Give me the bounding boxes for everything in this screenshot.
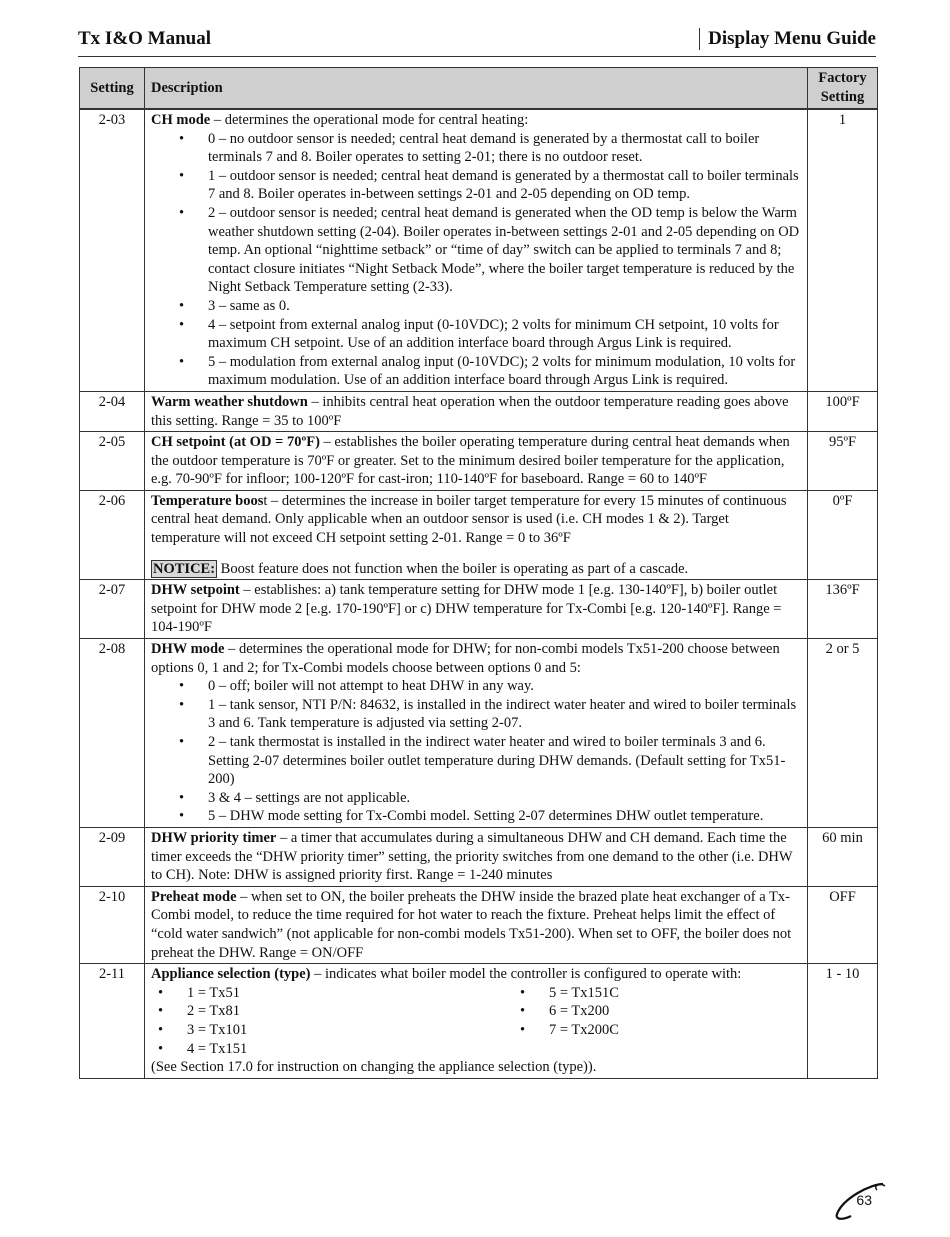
list-item: • 4 = Tx151	[187, 1040, 457, 1059]
list-item: • 3 = Tx101	[187, 1021, 457, 1040]
setting-description	[145, 827, 808, 886]
setting-title: DHW setpoint	[151, 582, 240, 599]
table-row	[80, 827, 878, 886]
table-header-row	[80, 68, 878, 110]
setting-description	[145, 580, 808, 639]
list-item: • 1 – outdoor sensor is needed; central heat demand is generated by a thermostat call to boiler terminals 7 and 8. Boiler operates in-between settings 2-01 and 2-05 depending on OD temp.	[208, 167, 801, 204]
list-item: • 3 – same as 0.	[208, 297, 801, 316]
setting-title: Temperature boos	[151, 492, 264, 509]
factory-setting: 2 or 5	[808, 639, 878, 828]
table-row	[80, 109, 878, 391]
list-item: • 4 – setpoint from external analog input (0-10VDC); 2 volts for minimum CH setpoint, 10 volts for maximum CH setpoint. Use of an addition interface board through Argus Link is required.	[208, 316, 801, 353]
setting-code: 2-11	[80, 964, 145, 1079]
list-item: • 0 – off; boiler will not attempt to heat DHW in any way.	[208, 677, 801, 696]
factory-setting: 100ºF	[808, 391, 878, 431]
setting-title: CH mode	[151, 112, 211, 128]
header-factory-line2: Setting	[820, 89, 865, 105]
table-row	[80, 391, 878, 431]
table-row	[80, 580, 878, 639]
setting-code: 2-03	[80, 109, 145, 391]
setting-title: Preheat mode	[151, 888, 237, 905]
list-item: • 6 = Tx200	[549, 1002, 619, 1021]
setting-text: – a timer that accumulates during a simultaneous DHW and CH demand. Each time the timer exceeds the “DHW priority timer” setting, the priority switches from one demand to the other (i.e. DHW to CH). Note: DHW is assigned priority first. Range = 1-240 minutes	[151, 829, 793, 884]
setting-text: t – determines the increase in boiler target temperature for every 15 minutes of continuous central heat demand. Only applicable when an outdoor sensor is used (i.e. CH modes 1 & 2). Target temperature will not exceed CH setpoint setting 2-01. Range = 0 to 36ºF	[151, 492, 787, 547]
notice-text: Boost feature does not function when the boiler is operating as part of a cascade.	[217, 560, 689, 577]
header-description: Description	[145, 68, 808, 110]
list-item: • 5 – DHW mode setting for Tx-Combi model. Setting 2-07 determines DHW outlet temperature.	[208, 807, 801, 826]
list-item: • 0 – no outdoor sensor is needed; central heat demand is generated by a thermostat call to boiler terminals 7 and 8. Boiler operates to setting 2-01; there is no outdoor reset.	[208, 130, 801, 167]
manual-title: Tx I&O Manual	[78, 28, 212, 49]
table-row	[80, 886, 878, 963]
factory-setting: 0ºF	[808, 490, 878, 579]
setting-title: DHW mode	[151, 641, 225, 658]
appliance-list-right	[457, 984, 619, 1058]
header-factory-setting	[808, 68, 878, 110]
factory-setting: 136ºF	[808, 580, 878, 639]
setting-description	[145, 886, 808, 963]
appliance-list-left	[151, 984, 457, 1058]
setting-description	[145, 109, 808, 391]
list-item: • 3 & 4 – settings are not applicable.	[208, 789, 801, 808]
factory-setting: 95ºF	[808, 432, 878, 491]
list-item: • 2 = Tx81	[187, 1002, 457, 1021]
setting-description	[145, 964, 808, 1079]
setting-title: DHW priority timer	[151, 829, 277, 846]
factory-setting: 60 min	[808, 827, 878, 886]
option-list	[151, 677, 801, 826]
setting-title: Appliance selection (type)	[151, 966, 311, 983]
section-title: Display Menu Guide	[699, 28, 876, 50]
factory-setting: 1	[808, 109, 878, 391]
header-factory-line1: Factory	[818, 70, 867, 87]
table-row	[80, 964, 878, 1079]
setting-description	[145, 432, 808, 491]
setting-code: 2-04	[80, 391, 145, 431]
option-list	[151, 130, 801, 390]
appliance-list	[151, 984, 801, 1058]
list-item: • 1 – tank sensor, NTI P/N: 84632, is installed in the indirect water heater and wired to boiler terminals 3 and 6. Tank temperature is adjusted via setting 2-07.	[208, 696, 801, 733]
setting-text: – determines the operational mode for DHW; for non-combi models Tx51-200 choose between options 0, 1 and 2; for Tx-Combi models choose between options 0 and 5:	[151, 641, 780, 676]
setting-title: CH setpoint (at OD = 70ºF)	[151, 434, 320, 451]
list-item: • 2 – tank thermostat is installed in the indirect water heater and wired to boiler terminals 3 and 6. Setting 2-07 determines boiler outlet temperature during DHW demands. (Default setting for Tx51-200)	[208, 733, 801, 789]
setting-code: 2-07	[80, 580, 145, 639]
setting-text: – determines the operational mode for central heating:	[210, 112, 529, 128]
table-row	[80, 490, 878, 579]
factory-setting: 1 - 10	[808, 964, 878, 1079]
setting-text: – establishes: a) tank temperature setting for DHW mode 1 [e.g. 130-140ºF], b) boiler outlet setpoint for DHW mode 2 [e.g. 170-190ºF] or c) DHW temperature for Tx-Combi [e.g. 120-140ºF]. Range = 104-190ºF	[151, 582, 782, 636]
list-item: • 5 = Tx151C	[549, 984, 619, 1003]
setting-text: – inhibits central heat operation when the outdoor temperature reading goes above this setting. Range = 35 to 100ºF	[151, 393, 789, 429]
appliance-footnote: (See Section 17.0 for instruction on changing the appliance selection (type)).	[151, 1059, 597, 1076]
table-row	[80, 432, 878, 491]
setting-text: – establishes the boiler operating temperature during central heat demands when the outdoor temperature is 70ºF or greater. Set to the minimum desired boiler temperature for the application, e.g. 70-90ºF for infloor; 100-120ºF for cast-iron; 110-140ºF for baseboard. Range = 60 to 140ºF	[151, 434, 790, 488]
list-item: • 7 = Tx200C	[549, 1021, 619, 1040]
notice-label: NOTICE:	[153, 560, 216, 577]
setting-code: 2-08	[80, 639, 145, 828]
setting-title: Warm weather shutdown	[151, 393, 308, 410]
setting-text: – indicates what boiler model the controller is configured to operate with:	[310, 966, 742, 983]
list-item: • 1 = Tx51	[187, 984, 457, 1003]
page-number: 63	[856, 1192, 872, 1208]
setting-code: 2-10	[80, 886, 145, 963]
factory-setting: OFF	[808, 886, 878, 963]
header-setting: Setting	[80, 68, 145, 110]
settings-table	[79, 67, 878, 1079]
setting-code: 2-09	[80, 827, 145, 886]
setting-code: 2-05	[80, 432, 145, 491]
setting-description	[145, 490, 808, 579]
list-item: • 2 – outdoor sensor is needed; central heat demand is generated when the OD temp is below the Warm weather shutdown setting (2-04). Boiler operates in-between settings 2-01 and 2-05 depending on OD temp. An optional “nighttime setback” or “time of day” switch can be applied to terminals 7 and 8; contact closure initiates “Night Setback Mode”, where the boiler target temperature is reduced by the Night Setback Temperature setting (2-33).	[208, 204, 801, 297]
list-item: • 5 – modulation from external analog input (0-10VDC); 2 volts for minimum modulation, 10 volts for maximum modulation. Use of an addition interface board through Argus Link is required.	[208, 353, 801, 390]
setting-description	[145, 391, 808, 431]
table-row	[80, 639, 878, 828]
setting-description	[145, 639, 808, 828]
setting-text: – when set to ON, the boiler preheats the DHW inside the brazed plate heat exchanger of a Tx-Combi model, to reduce the time required for hot water to reach the fixture. Preheat helps limit the effect of “cold water sandwich” (not applicable for non-combi models Tx51-200). When set to OFF, the boiler does not preheat the DHW. Range = ON/OFF	[151, 888, 792, 961]
setting-code: 2-06	[80, 490, 145, 579]
page-header	[78, 26, 876, 57]
